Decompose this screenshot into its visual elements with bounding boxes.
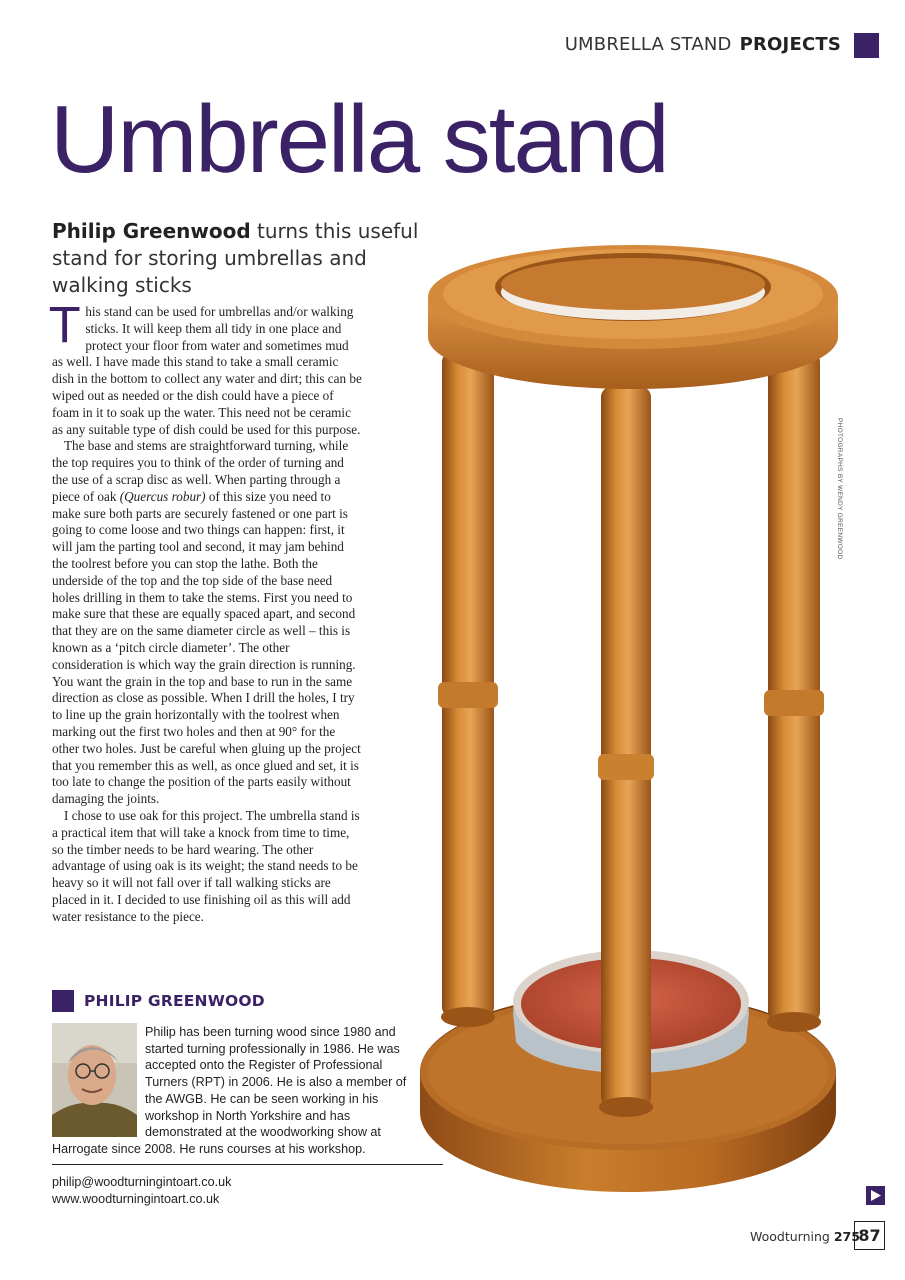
drop-cap: T bbox=[50, 298, 80, 354]
article-body bbox=[50, 298, 362, 925]
latin-name: (Quercus robur) bbox=[119, 488, 206, 504]
contact-details bbox=[52, 1174, 231, 1208]
author-email[interactable]: philip@woodturningintoart.co.uk bbox=[52, 1175, 232, 1189]
bio-heading bbox=[52, 990, 265, 1012]
photo-credit bbox=[831, 418, 845, 560]
photo-credit-text: PHOTOGRAPHS BY WENDY GREENWOOD bbox=[836, 418, 843, 560]
running-head bbox=[565, 34, 841, 55]
folio bbox=[750, 1228, 860, 1245]
standfirst-author: Philip Greenwood bbox=[52, 219, 251, 243]
bio-name: PHILIP GREENWOOD bbox=[84, 992, 265, 1010]
bio-divider bbox=[52, 1164, 443, 1165]
standfirst-text: turns this useful stand for storing umbrellas and walking sticks bbox=[52, 219, 419, 297]
body-paragraph-2-text-b: of this size you need to make sure both parts are securely fastened or one part is going to come loose and two things can happen: first, it will jam the parting tool and second, it may jam behind the toolrest before you can stop the lathe. Both the underside of the top and the top side of the base need holes drilling in them to take the stems. First you need to make sure that these are equally spaced apart, and second that they are on the same diameter circle as well – this is known as a ‘pitch circle diameter’. The other consideration is which way the grain direction is running. You want the grain in the top and base to run in the same direction as close as possible. When I drill the holes, I try to line up the grain horizontally with the toolrest when marking out the first two holes and then at 90° for the other two holes. Just be careful when gluing up the project that you remember this as well, as once glued and set, it is too late to change the position of the parts easily without damaging the joints. bbox=[52, 488, 361, 807]
standfirst bbox=[52, 218, 432, 299]
page-number: 87 bbox=[854, 1221, 885, 1250]
body-paragraph-1 bbox=[50, 298, 362, 438]
umbrella-stand-photo bbox=[418, 242, 846, 1197]
running-head-category: PROJECTS bbox=[739, 34, 841, 55]
section-marker-square bbox=[854, 33, 879, 58]
author-website[interactable]: www.woodturningintoart.co.uk bbox=[52, 1192, 220, 1206]
body-paragraph-2-text-a: The base and stems are straightforward turning, while the top requires you to think of the order of turning and the use of a scrap disc as well. When parting through a piece of oak bbox=[52, 438, 349, 504]
body-paragraph-2 bbox=[52, 438, 362, 808]
body-paragraph-3: I chose to use oak for this project. The umbrella stand is a practical item that will take a knock from time to time, so the timber needs to be hard wearing. The other advantage of using oak is its weight; the stand needs to be heavy so it will not fall over if tall walking sticks are placed in it. I decided to use finishing oil as this will add water resistance to the piece. bbox=[52, 807, 360, 924]
bio-text: Philip has been turning wood since 1980 and started turning professionally in 1986. He was accepted onto the Register of Professional Turners (RPT) in 2006. He is also a member of the AWGB. He can be seen working in his workshop in North Yorkshire and has demonstrated at the woodworking show at Harrogate since 2008. He runs courses at his workshop. bbox=[52, 1025, 407, 1156]
bio-marker-square bbox=[52, 990, 74, 1012]
issue-number: 275 bbox=[833, 1229, 860, 1244]
magazine-name: Woodturning bbox=[750, 1229, 830, 1244]
running-head-section: UMBRELLA STAND bbox=[564, 34, 732, 55]
article-title: Umbrella stand bbox=[50, 86, 668, 193]
body-paragraph-1-text: his stand can be used for umbrellas and/or walking sticks. It will keep them all tidy in one place and protect your floor from water and sometimes mud as well. I have made this stand to take a small ceramic dish in the bottom to collect any water and dirt; this can be wiped out as needed or the dish could have a piece of foam in it to soak up the water. This need not be ceramic as any suitable type of dish could be used for this purpose. bbox=[52, 304, 362, 437]
bio-text-block bbox=[52, 1024, 427, 1158]
play-triangle-icon bbox=[866, 1186, 885, 1205]
